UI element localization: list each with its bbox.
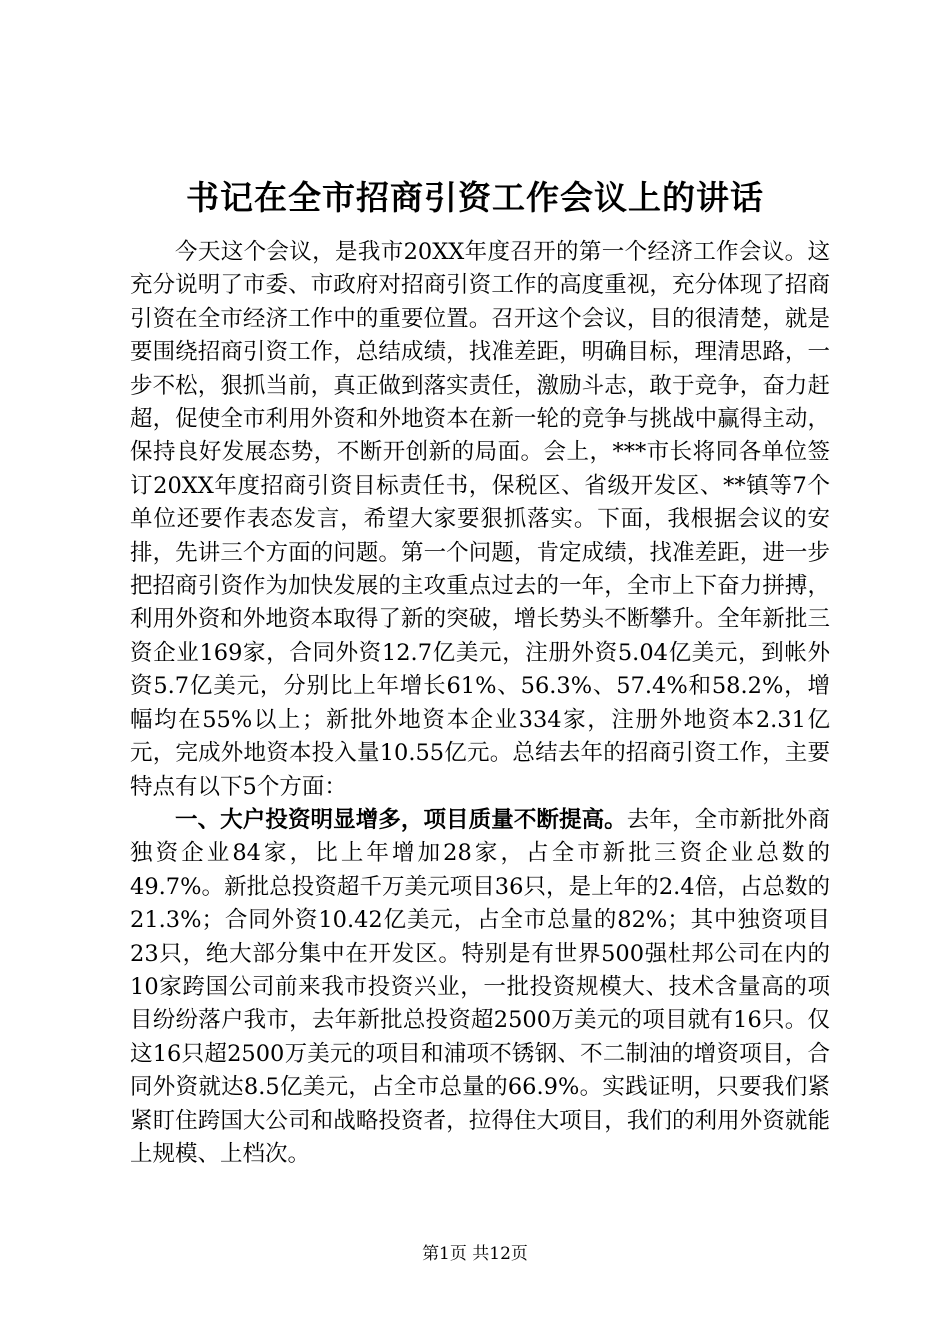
document-body	[130, 236, 830, 1171]
section-one-text: 去年，全市新批外商独资企业84家，比上年增加28家，占全市新批三资企业总数的49.7%。新批总投资超千万美元项目36只，是上年的2.4倍，占总数的21.3%；合同外资10.42亿美元，占全市总量的82%；其中独资项目23只，绝大部分集中在开发区。特别是有世界500强杜邦公司在内的10家跨国公司前来我市投资兴业，一批投资规模大、技术含量高的项目纷纷落户我市，去年新批总投资超2500万美元的项目就有16只。仅这16只超2500万美元的项目和浦项不锈钢、不二制油的增资项目，合同外资就达8.5亿美元，占全市总量的66.9%。实践证明，只要我们紧紧盯住跨国大公司和战略投资者，拉得住大项目，我们的利用外资就能上规模、上档次。	[130, 806, 830, 1167]
paragraph-intro-text: 今天这个会议，是我市20XX年度召开的第一个经济工作会议。这充分说明了市委、市政府对招商引资工作的高度重视，充分体现了招商引资在全市经济工作中的重要位置。召开这个会议，目的很清楚，就是要围绕招商引资工作，总结成绩，找准差距，明确目标，理清思路，一步不松，狠抓当前，真正做到落实责任，激励斗志，敢于竞争，奋力赶超，促使全市利用外资和外地资本在新一轮的竞争与挑战中赢得主动，保持良好发展态势，不断开创新的局面。会上，***市长将同各单位签订20XX年度招商引资目标责任书，保税区、省级开发区、**镇等7个单位还要作表态发言，希望大家要狠抓落实。下面，我根据会议的安排，先讲三个方面的问题。第一个问题，肯定成绩，找准差距，进一步把招商引资作为加快发展的主攻重点过去的一年，全市上下奋力拼搏，利用外资和外地资本取得了新的突破，增长势头不断攀升。全年新批三资企业169家，合同外资12.7亿美元，注册外资5.04亿美元，到帐外资5.7亿美元，分别比上年增长61%、56.3%、57.4%和58.2%，增幅均在55%以上；新批外地资本企业334家，注册外地资本2.31亿元，完成外地资本投入量10.55亿元。总结去年的招商引资工作，主要特点有以下5个方面：	[130, 239, 830, 800]
section-one-heading: 一、大户投资明显增多，项目质量不断提高。	[175, 806, 627, 833]
paragraph-section-one	[130, 804, 830, 1171]
page-title: 书记在全市招商引资工作会议上的讲话	[186, 178, 764, 217]
paragraph-intro	[130, 236, 830, 804]
page-footer: 第1页 共12页	[422, 1244, 528, 1264]
